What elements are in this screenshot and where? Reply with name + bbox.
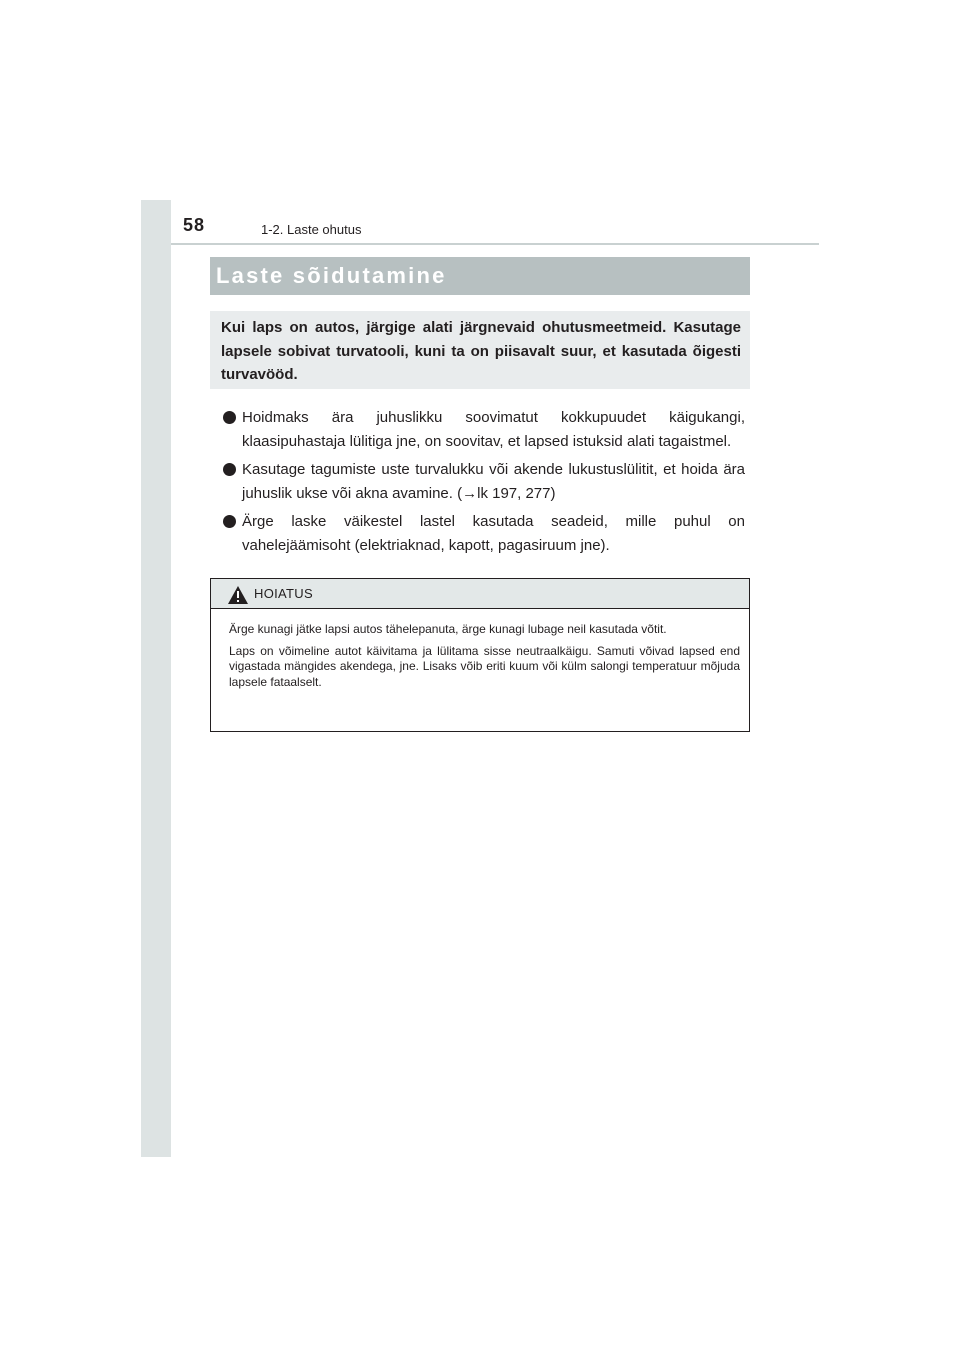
bullet-list [223,406,745,562]
intro-box [210,311,750,389]
warning-triangle-icon [227,585,249,605]
section-label: 1-2. Laste ohutus [261,222,362,237]
list-item [223,406,745,453]
warning-paragraph: Ärge kunagi jätke lapsi autos tähelepanuta, ärge kunagi lubage neil kasutada võtit. [229,622,667,636]
title-bar [210,257,750,295]
warning-body [229,622,740,696]
page-number: 58 [183,215,206,235]
bullet-text: Hoidmaks ära juhuslikku soovimatut kokkupuudet käigukangi, klaasipuhastaja lülitiga jne, on soovitav, et lapsed istuksid alati tagaistmel. [242,409,745,450]
warning-header [211,579,749,609]
bullet-dot-icon [223,515,236,528]
side-strip [141,200,171,1157]
page-title: Laste sõidutamine [216,263,447,288]
list-item [223,510,745,557]
bullet-text: Ärge laske väikestel lastel kasutada seadeid, mille puhul on vahelejäämisoht (elektriaknad, kapott, pagasiruum jne). [242,513,745,554]
intro-text: Kui laps on autos, järgige alati järgnevaid ohutusmeetmeid. Kasutage lapsele sobivat turvatooli, kuni ta on piisavalt suur, et kasutada õigesti turvavööd. [221,319,741,383]
warning-box [210,578,750,732]
bullet-dot-icon [223,411,236,424]
list-item [223,458,745,505]
warning-label: HOIATUS [254,586,313,601]
bullet-text: Kasutage tagumiste uste turvalukku või akende lukustuslülitit, et hoida ära juhuslik ukse või akna avamine. (→lk 197, 277) [242,461,745,502]
bullet-dot-icon [223,463,236,476]
header-rule [171,243,819,245]
warning-paragraph: Laps on võimeline autot käivitama ja lülitama sisse neutraalkäigu. Samuti võivad lapsed end vigastada mängides akendega, jne. Lisaks võib eriti kuum või külm salongi temperatuur mõjuda lapsele fataalselt. [229,643,740,689]
